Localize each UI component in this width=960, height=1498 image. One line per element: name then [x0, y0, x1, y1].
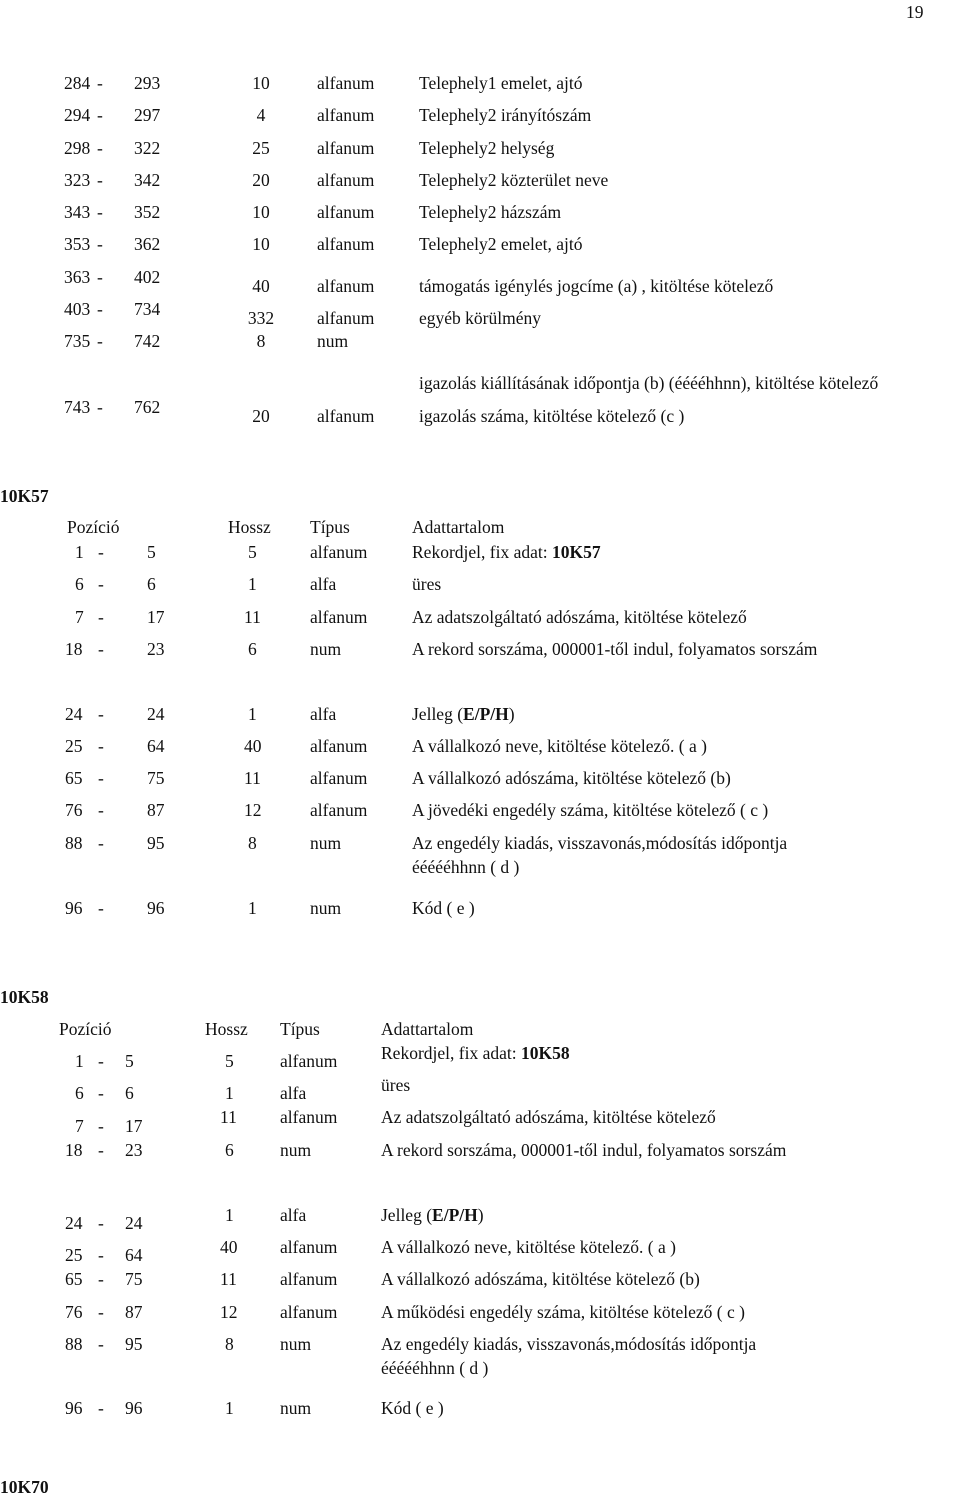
- field-length: 6: [248, 639, 257, 659]
- pos-from: 294: [64, 105, 91, 125]
- field-desc: Az adatszolgáltató adószáma, kitöltése kötelező: [412, 607, 747, 627]
- pos-to: 64: [147, 736, 165, 756]
- pos-dash: -: [98, 800, 104, 820]
- pos-dash: -: [97, 105, 103, 125]
- pos-to: 95: [125, 1334, 143, 1354]
- pos-from: 735: [64, 331, 91, 351]
- field-desc: Az engedély kiadás, visszavonás,módosítás időpontja: [381, 1334, 757, 1354]
- field-length: 1: [248, 704, 257, 724]
- field-length: 20: [252, 406, 270, 426]
- field-desc: Telephely2 emelet, ajtó: [419, 234, 583, 254]
- type-codes: E/P/H: [463, 704, 509, 724]
- field-desc: Telephely2 házszám: [419, 202, 562, 222]
- field-desc: egyéb körülmény: [419, 308, 541, 328]
- field-type: alfa: [280, 1205, 307, 1225]
- field-desc: Rekordjel, fix adat: 10K58: [381, 1043, 570, 1063]
- pos-dash: -: [98, 1083, 104, 1103]
- pos-dash: -: [98, 1213, 104, 1233]
- field-type: num: [310, 833, 342, 853]
- section-title-10k58: 10K58: [0, 987, 49, 1007]
- pos-dash: -: [98, 574, 104, 594]
- field-length: 332: [247, 308, 275, 328]
- field-length: 5: [248, 542, 257, 562]
- pos-to: 95: [147, 833, 165, 853]
- field-desc: Kód ( e ): [412, 898, 475, 918]
- pos-from: 353: [64, 234, 91, 254]
- field-desc: üres: [381, 1075, 411, 1095]
- pos-from: 18: [65, 639, 83, 659]
- pos-from: 284: [64, 73, 91, 93]
- pos-from: 76: [65, 800, 83, 820]
- field-type: num: [280, 1140, 312, 1160]
- field-desc: igazolás száma, kitöltése kötelező (c ): [419, 406, 685, 426]
- field-type: alfanum: [280, 1269, 338, 1289]
- field-length: 20: [252, 170, 270, 190]
- field-desc: Az engedély kiadás, visszavonás,módosítás időpontja: [412, 833, 788, 853]
- field-type: alfanum: [317, 308, 375, 328]
- pos-to: 75: [125, 1269, 143, 1289]
- pos-from: 65: [65, 768, 83, 788]
- pos-to: 75: [147, 768, 165, 788]
- pos-from: 1: [75, 542, 84, 562]
- pos-to: 322: [134, 138, 161, 158]
- field-length: 4: [256, 105, 266, 125]
- header-content: Adattartalom: [412, 517, 505, 537]
- pos-to: 742: [134, 331, 161, 351]
- field-length: 40: [252, 276, 270, 296]
- pos-to: 402: [134, 267, 161, 287]
- pos-from: 403: [64, 299, 91, 319]
- pos-dash: -: [98, 1116, 104, 1136]
- pos-from: 65: [65, 1269, 83, 1289]
- field-type: alfanum: [280, 1051, 338, 1071]
- record-code: 10K57: [551, 542, 601, 562]
- field-length: 10: [252, 73, 270, 93]
- pos-from: 76: [65, 1302, 83, 1322]
- pos-from: 343: [64, 202, 91, 222]
- field-desc: Telephely2 közterület neve: [419, 170, 609, 190]
- field-type: alfanum: [280, 1302, 338, 1322]
- pos-to: 6: [147, 574, 156, 594]
- field-length: 11: [244, 768, 261, 788]
- field-desc: Kód ( e ): [381, 1398, 444, 1418]
- pos-from: 25: [65, 736, 83, 756]
- header-type: Típus: [310, 517, 350, 537]
- field-length: 10: [252, 234, 270, 254]
- pos-dash: -: [97, 267, 103, 287]
- field-length: 1: [248, 574, 257, 594]
- pos-from: 24: [65, 1213, 83, 1233]
- pos-to: 96: [125, 1398, 143, 1418]
- pos-dash: -: [98, 898, 104, 918]
- field-desc: Rekordjel, fix adat: 10K57: [412, 542, 601, 562]
- pos-to: 6: [125, 1083, 134, 1103]
- field-type: alfanum: [280, 1237, 338, 1257]
- field-length: 1: [225, 1205, 234, 1225]
- pos-dash: -: [97, 170, 103, 190]
- field-length: 8: [225, 1334, 234, 1354]
- pos-from: 298: [64, 138, 91, 158]
- pos-from: 96: [65, 1398, 83, 1418]
- pos-to: 342: [134, 170, 161, 190]
- pos-from: 6: [75, 574, 84, 594]
- field-length: 11: [220, 1269, 237, 1289]
- pos-dash: -: [98, 1140, 104, 1160]
- pos-dash: -: [97, 138, 103, 158]
- field-length: 10: [252, 202, 270, 222]
- field-length: 6: [225, 1140, 234, 1160]
- field-length: 1: [225, 1398, 234, 1418]
- pos-from: 7: [75, 1116, 84, 1136]
- pos-to: 64: [125, 1245, 143, 1265]
- pos-from: 743: [64, 397, 91, 417]
- pos-to: 87: [147, 800, 165, 820]
- field-type: alfa: [280, 1083, 307, 1103]
- pos-to: 87: [125, 1302, 143, 1322]
- pos-to: 762: [134, 397, 161, 417]
- pos-dash: -: [98, 542, 104, 562]
- field-type: alfanum: [317, 276, 375, 296]
- field-type: alfanum: [317, 170, 375, 190]
- pos-to: 352: [134, 202, 161, 222]
- field-type: alfanum: [317, 202, 375, 222]
- field-length: 5: [225, 1051, 234, 1071]
- pos-dash: -: [98, 1302, 104, 1322]
- field-desc: A jövedéki engedély száma, kitöltése kötelező ( c ): [412, 800, 769, 820]
- pos-dash: -: [98, 639, 104, 659]
- pos-to: 23: [147, 639, 165, 659]
- field-length: 11: [220, 1107, 237, 1127]
- field-desc: igazolás kiállításának időpontja (b) (ééééhhnn), kitöltése kötelező: [419, 373, 879, 393]
- header-type: Típus: [280, 1019, 320, 1039]
- pos-from: 6: [75, 1083, 84, 1103]
- pos-to: 24: [147, 704, 165, 724]
- pos-to: 293: [134, 73, 161, 93]
- pos-dash: -: [97, 234, 103, 254]
- field-length: 8: [256, 331, 266, 351]
- field-type: alfanum: [317, 105, 375, 125]
- pos-dash: -: [97, 202, 103, 222]
- record-code: 10K58: [520, 1043, 570, 1063]
- field-desc: Az adatszolgáltató adószáma, kitöltése kötelező: [381, 1107, 716, 1127]
- field-length: 1: [248, 898, 257, 918]
- pos-from: 88: [65, 833, 83, 853]
- pos-dash: -: [98, 1334, 104, 1354]
- pos-to: 17: [125, 1116, 143, 1136]
- field-type: alfanum: [317, 234, 375, 254]
- field-length: 12: [244, 800, 262, 820]
- field-desc: Jelleg (E/P/H): [412, 704, 515, 724]
- header-position: Pozíció: [67, 517, 120, 537]
- field-desc: A vállalkozó neve, kitöltése kötelező. ( a ): [381, 1237, 676, 1257]
- pos-to: 5: [147, 542, 156, 562]
- field-type: alfanum: [317, 138, 375, 158]
- field-type: alfa: [310, 704, 337, 724]
- page-number: 19: [906, 2, 924, 22]
- field-type: alfanum: [317, 406, 375, 426]
- field-type: num: [280, 1334, 312, 1354]
- pos-to: 297: [134, 105, 161, 125]
- field-type: alfanum: [310, 768, 368, 788]
- pos-to: 362: [134, 234, 161, 254]
- pos-to: 17: [147, 607, 165, 627]
- field-type: alfanum: [310, 800, 368, 820]
- pos-dash: -: [98, 833, 104, 853]
- pos-dash: -: [98, 704, 104, 724]
- pos-to: 96: [147, 898, 165, 918]
- field-desc: A vállalkozó neve, kitöltése kötelező. ( a ): [412, 736, 707, 756]
- field-length: 25: [252, 138, 270, 158]
- field-type: alfanum: [310, 542, 368, 562]
- field-desc: támogatás igénylés jogcíme (a) , kitöltése kötelező: [419, 276, 774, 296]
- field-type: alfanum: [310, 736, 368, 756]
- field-desc: Jelleg (E/P/H): [381, 1205, 484, 1225]
- pos-dash: -: [98, 736, 104, 756]
- pos-dash: -: [98, 1398, 104, 1418]
- pos-dash: -: [98, 1051, 104, 1071]
- pos-dash: -: [98, 1269, 104, 1289]
- pos-from: 1: [75, 1051, 84, 1071]
- pos-dash: -: [98, 1245, 104, 1265]
- field-desc-cont: éééééhhnn ( d ): [412, 857, 520, 877]
- field-length: 40: [220, 1237, 238, 1257]
- pos-to: 5: [125, 1051, 134, 1071]
- field-length: 40: [244, 736, 262, 756]
- pos-from: 96: [65, 898, 83, 918]
- pos-dash: -: [97, 331, 103, 351]
- field-type: alfanum: [317, 73, 375, 93]
- pos-to: 24: [125, 1213, 143, 1233]
- field-desc: Telephely1 emelet, ajtó: [419, 73, 583, 93]
- pos-from: 24: [65, 704, 83, 724]
- pos-dash: -: [97, 397, 103, 417]
- pos-to: 23: [125, 1140, 143, 1160]
- field-desc: Telephely2 irányítószám: [419, 105, 592, 125]
- field-length: 1: [225, 1083, 234, 1103]
- field-type: alfanum: [310, 607, 368, 627]
- field-desc: A vállalkozó adószáma, kitöltése kötelező (b): [381, 1269, 700, 1289]
- field-type: num: [280, 1398, 312, 1418]
- field-desc: Telephely2 helység: [419, 138, 555, 158]
- pos-from: 25: [65, 1245, 83, 1265]
- header-content: Adattartalom: [381, 1019, 474, 1039]
- pos-dash: -: [97, 299, 103, 319]
- header-position: Pozíció: [59, 1019, 112, 1039]
- pos-from: 18: [65, 1140, 83, 1160]
- field-desc: üres: [412, 574, 442, 594]
- field-type: num: [310, 898, 342, 918]
- pos-dash: -: [98, 768, 104, 788]
- pos-dash: -: [98, 607, 104, 627]
- pos-from: 363: [64, 267, 91, 287]
- pos-to: 734: [134, 299, 161, 319]
- header-length: Hossz: [228, 517, 271, 537]
- field-type: num: [310, 639, 342, 659]
- section-title-10k57: 10K57: [0, 486, 49, 506]
- field-desc: A működési engedély száma, kitöltése kötelező ( c ): [381, 1302, 745, 1322]
- field-type: num: [317, 331, 349, 351]
- field-desc: A rekord sorszáma, 000001-től indul, folyamatos sorszám: [412, 639, 818, 659]
- field-length: 8: [248, 833, 257, 853]
- pos-from: 88: [65, 1334, 83, 1354]
- field-desc: A vállalkozó adószáma, kitöltése kötelező (b): [412, 768, 731, 788]
- field-length: 11: [244, 607, 261, 627]
- field-length: 12: [220, 1302, 238, 1322]
- field-type: alfanum: [280, 1107, 338, 1127]
- header-length: Hossz: [205, 1019, 248, 1039]
- section-title-10k70: 10K70: [0, 1477, 49, 1497]
- field-desc: A rekord sorszáma, 000001-től indul, folyamatos sorszám: [381, 1140, 787, 1160]
- pos-from: 7: [75, 607, 84, 627]
- type-codes: E/P/H: [432, 1205, 478, 1225]
- field-type: alfa: [310, 574, 337, 594]
- pos-dash: -: [97, 73, 103, 93]
- field-desc-cont: éééééhhnn ( d ): [381, 1358, 489, 1378]
- pos-from: 323: [64, 170, 91, 190]
